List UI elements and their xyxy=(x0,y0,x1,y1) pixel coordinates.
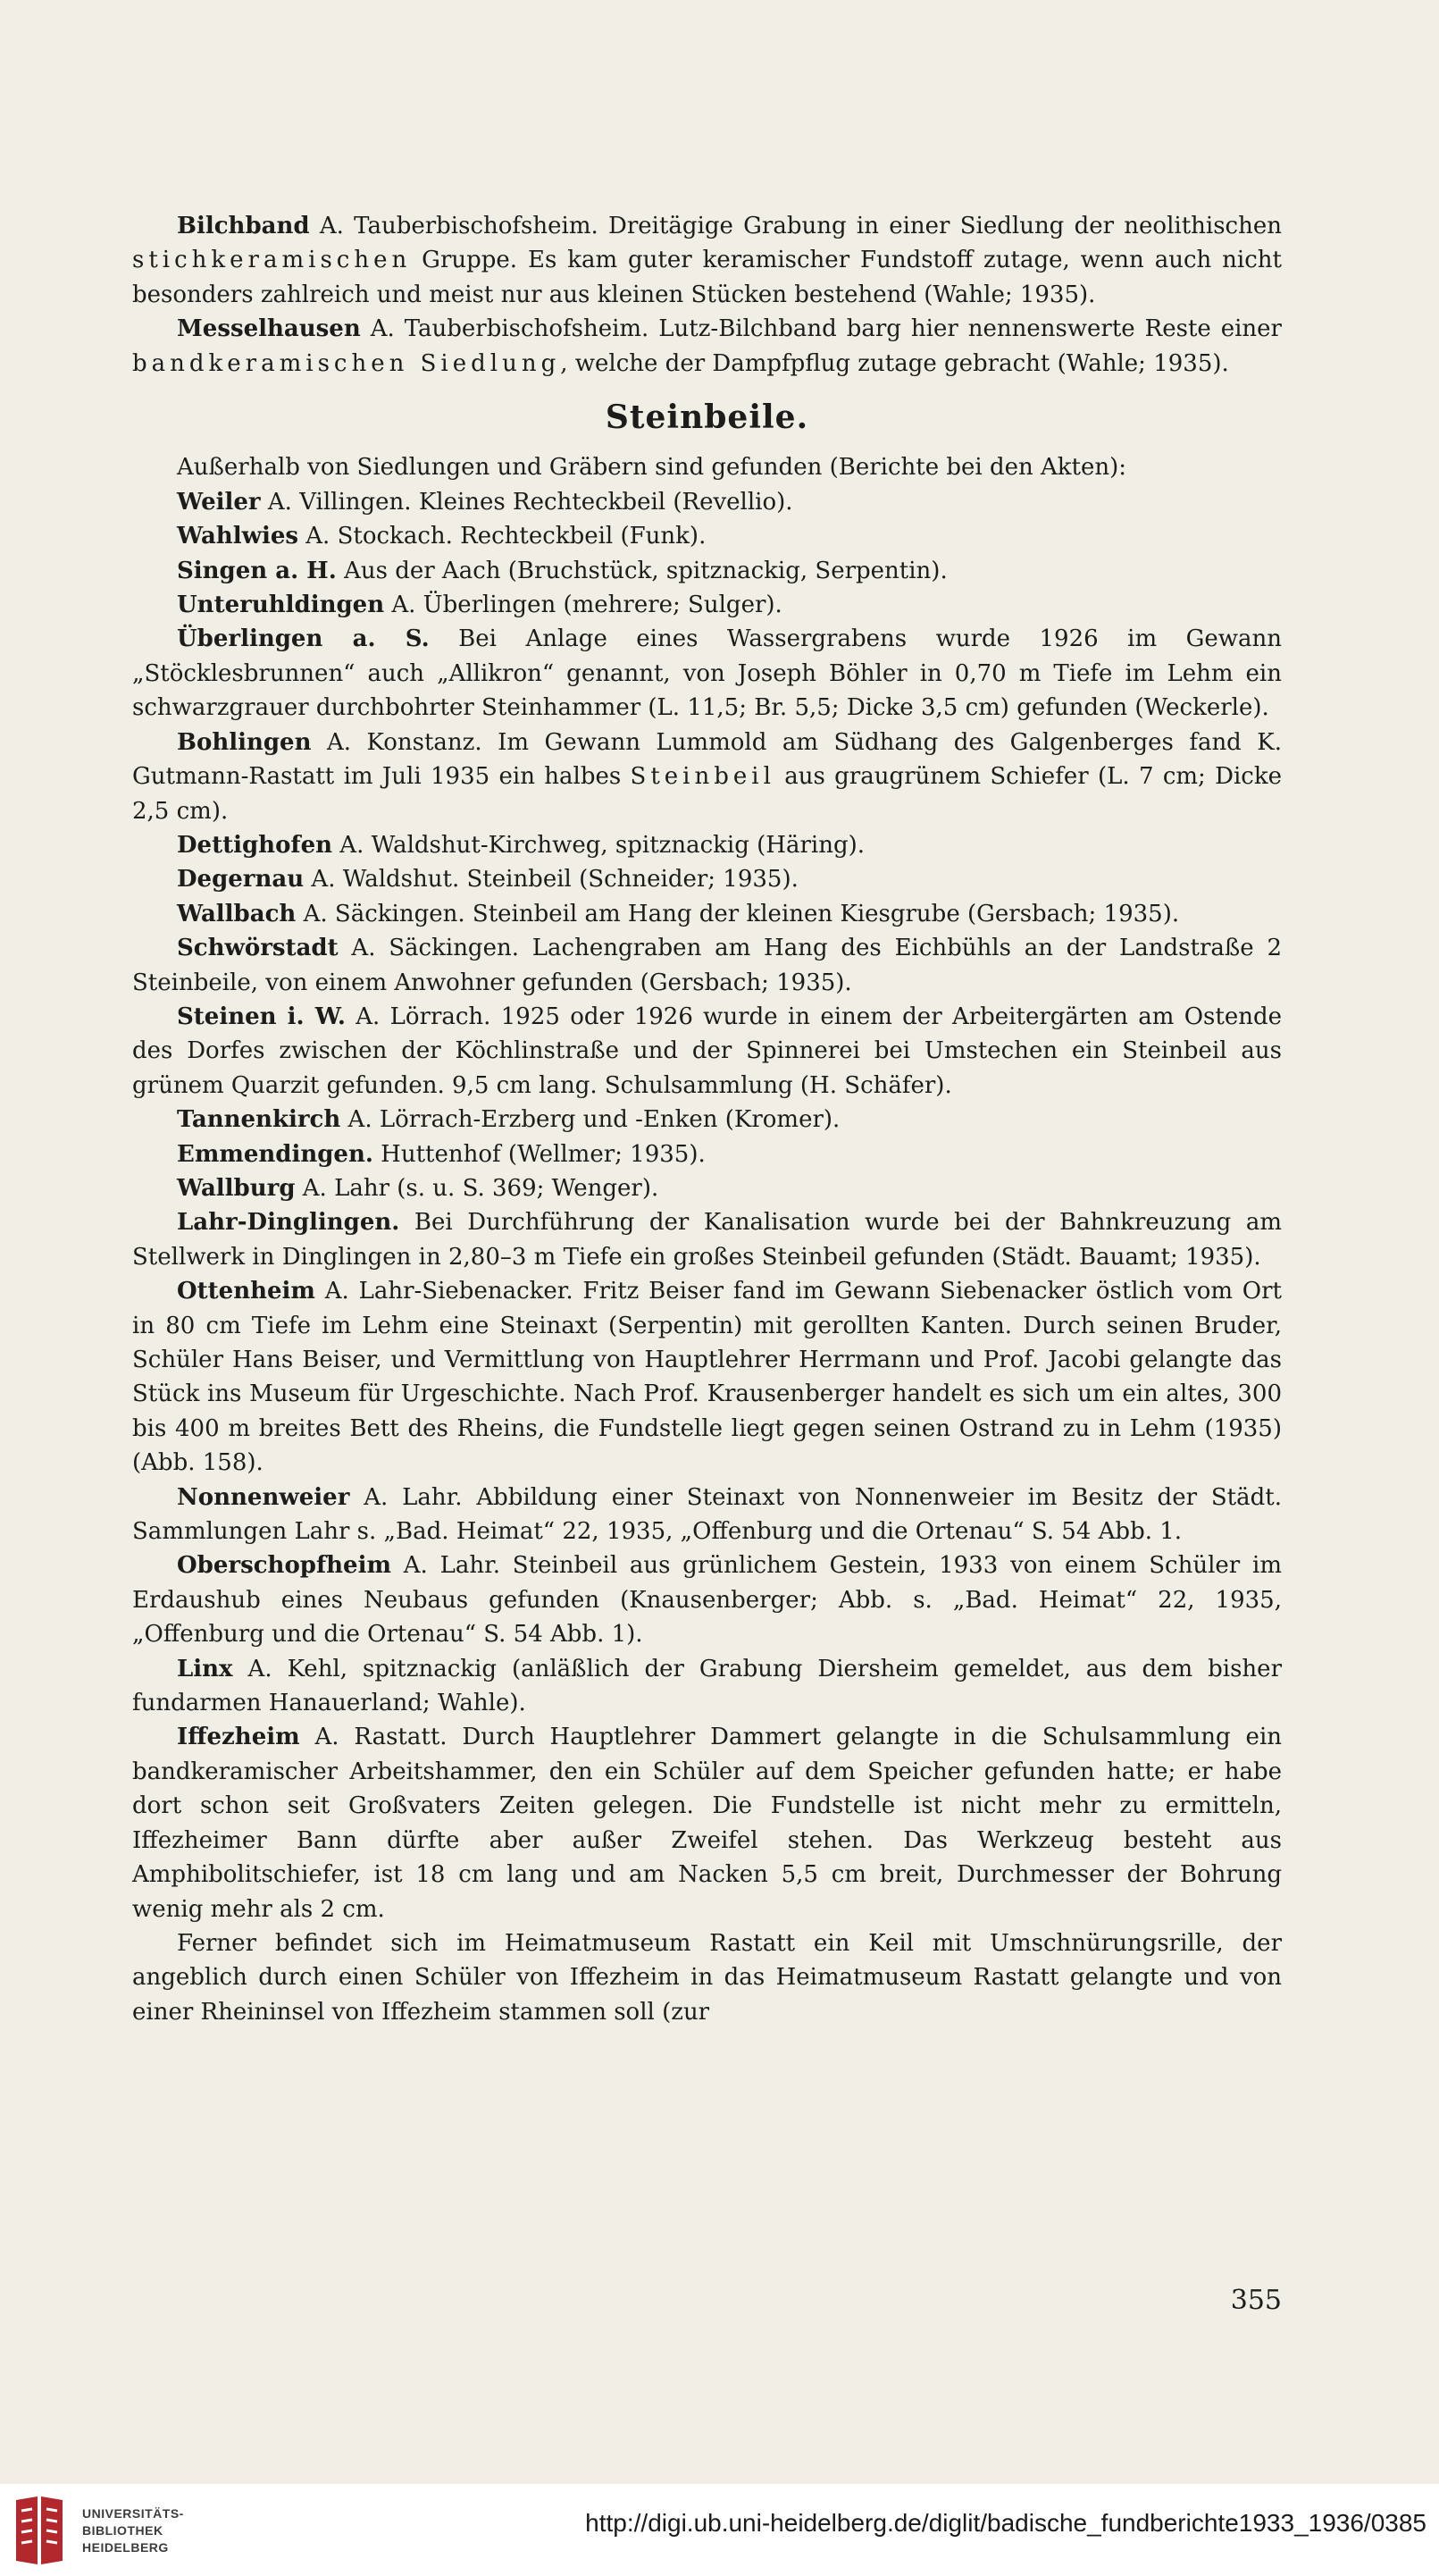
entry-text: A. Lörrach. 1925 oder 1926 wurde in einem der Arbeitergärten am Ostende des Dorfes zwischen der Köchlinstraße und der Spinnerei bei Umstechen ein Steinbeil aus grünem Quarzit gefunden. 9,5 cm lang. Schulsammlung (H. Schäfer). xyxy=(132,1003,1282,1099)
entry-text: A. Lahr-Siebenacker. Fritz Beiser fand im Gewann Siebenacker östlich vom Ort in 80 cm Tiefe im Lehm eine Steinaxt (Serpentin) mit gerollten Kanten. Durch seinen Bruder, Schüler Hans Beiser, und Vermittlung von Hauptlehrer Herrmann und Prof. Jacobi gelangte das Stück ins Museum für Urgeschichte. Nach Prof. Krausenberger handelt es sich um ein altes, 300 bis 400 m breites Bett des Rheins, die Fundstelle liegt gegen seinen Ostrand zu in Lehm (1935) (Abb. 158). xyxy=(132,1278,1282,1477)
entry-paragraph xyxy=(132,1171,1282,1205)
entry-text: A. Kehl, spitznackig (anläßlich der Grabung Diersheim gemeldet, aus dem bisher fundarmen Hanauerland; Wahle). xyxy=(132,1655,1282,1717)
entry-paragraph xyxy=(132,1926,1282,2029)
entry-text: Aus der Aach (Bruchstück, spitznackig, Serpentin). xyxy=(336,557,948,584)
entry-lemma: Dettighofen xyxy=(177,831,333,859)
entry-paragraph xyxy=(132,554,1282,588)
entry-lemma: Überlingen a. S. xyxy=(177,625,430,653)
logo-line: HEIDELBERG xyxy=(82,2540,169,2555)
entry-paragraph xyxy=(132,1205,1282,1274)
entry-paragraph xyxy=(132,828,1282,862)
entry-lemma: Wahlwies xyxy=(177,523,299,550)
entry-lemma: Oberschopfheim xyxy=(177,1552,391,1580)
entry-lemma: Messelhausen xyxy=(177,315,361,343)
entry-paragraph xyxy=(132,1720,1282,1926)
entry-paragraph xyxy=(132,862,1282,896)
entry-text: A. Überlingen (mehrere; Sulger). xyxy=(384,592,782,619)
entry-lemma: Tannenkirch xyxy=(177,1106,341,1134)
entry-paragraph xyxy=(132,1548,1282,1651)
entry-text: A. Lahr. Steinbeil aus grünlichem Gestein, 1933 von einem Schüler im Erdaushub eines Neubaus gefunden (Knausenberger; Abb. s. „Bad. Heimat“ 22, 1935, „Offenburg und die Ortenau“ S. 54 Abb. 1). xyxy=(132,1552,1282,1649)
entry-paragraph xyxy=(132,1481,1282,1549)
source-url-link[interactable]: http://digi.ub.uni-heidelberg.de/diglit/badische_fundberichte1933_1936/0385 xyxy=(585,2509,1426,2537)
entry-text: A. Tauberbischofsheim. Lutz-Bilchband barg hier nennenswerte Reste einer xyxy=(360,315,1282,343)
entry-text: A. Villingen. Kleines Rechteckbeil (Revellio). xyxy=(260,488,793,516)
entry-lemma: Bilchband xyxy=(177,213,310,239)
entry-lemma: Wallburg xyxy=(177,1174,296,1202)
entry-paragraph xyxy=(132,1137,1282,1171)
entry-text: A. Konstanz. Im Gewann Lummold am Südhang des Galgenberges fand K. Gutmann-Rastatt im Juli 1935 ein halbes xyxy=(132,728,1282,791)
entry-paragraph xyxy=(132,1103,1282,1137)
entry-text: A. Lahr (s. u. S. 369; Wenger). xyxy=(295,1174,659,1202)
entry-text: Huttenhof (Wellmer; 1935). xyxy=(372,1140,706,1168)
logo-line: UNIVERSITÄTS- xyxy=(82,2506,184,2521)
footer-bar xyxy=(0,2484,1439,2576)
entry-paragraph xyxy=(132,209,1282,312)
entry-text: A. Lahr. Abbildung einer Steinaxt von Nonnenweier im Besitz der Städt. Sammlungen Lahr s. „Bad. Heimat“ 22, 1935, „Offenburg und die Ortenau“ S. 54 Abb. 1. xyxy=(132,1483,1282,1546)
emphasized-text: Steinbeil xyxy=(630,763,775,791)
entry-text: , welche der Dampfpflug zutage gebracht (Wahle; 1935). xyxy=(560,349,1229,377)
entry-lemma: Steinen i. W. xyxy=(177,1003,346,1030)
entry-text: aus graugrünem Schiefer (L. 7 cm; Dicke 2,5 cm). xyxy=(132,763,1282,825)
entry-lemma: Singen a. H. xyxy=(177,557,337,584)
page-number: 355 xyxy=(1230,2285,1282,2316)
entry-text: Bei Durchführung der Kanalisation wurde bei der Bahnkreuzung am Stellwerk in Dinglingen in 2,80–3 m Tiefe ein großes Steinbeil gefunden (Städt. Bauamt; 1935). xyxy=(132,1209,1282,1271)
entry-text: A. Waldshut. Steinbeil (Schneider; 1935). xyxy=(304,866,799,894)
entry-paragraph xyxy=(132,485,1282,519)
entry-text: A. Tauberbischofsheim. Dreitägige Grabung in einer Siedlung der neolithischen xyxy=(309,213,1282,239)
entry-paragraph xyxy=(132,897,1282,931)
logo-text xyxy=(82,2505,184,2556)
body-text xyxy=(132,209,1282,2029)
entry-text: A. Stockach. Rechteckbeil (Funk). xyxy=(298,523,707,550)
entry-paragraph xyxy=(132,1000,1282,1103)
entry-text: A. Lörrach-Erzberg und -Enken (Kromer). xyxy=(340,1106,841,1134)
entry-lemma: Lahr-Dinglingen. xyxy=(177,1209,400,1237)
entry-paragraph xyxy=(132,931,1282,1000)
entry-lemma: Bohlingen xyxy=(177,728,312,756)
entry-lemma: Degernau xyxy=(177,866,305,894)
entry-lemma: Wallbach xyxy=(177,900,297,927)
entry-text: Gruppe. Es kam guter keramischer Fundstoff zutage, wenn auch nicht besonders zahlreich und meist nur aus kleinen Stücken bestehend (Wahle; 1935). xyxy=(132,247,1282,308)
entry-lemma: Weiler xyxy=(177,488,261,516)
entry-lemma: Nonnenweier xyxy=(177,1483,350,1511)
entry-lemma: Ottenheim xyxy=(177,1278,315,1305)
entry-text: Bei Anlage eines Wassergrabens wurde 1926 im Gewann „Stöcklesbrunnen“ auch „Allikron“ genannt, von Joseph Böhler in 0,70 m Tiefe im Lehm ein schwarzgrauer durchbohrter Steinhammer (L. 11,5; Br. 5,5; Dicke 3,5 cm) gefunden (Weckerle). xyxy=(132,625,1282,722)
entry-paragraph xyxy=(132,622,1282,725)
entry-paragraph xyxy=(132,726,1282,828)
entry-paragraph xyxy=(132,519,1282,553)
university-seal-icon xyxy=(11,2493,68,2568)
entry-text: A. Säckingen. Steinbeil am Hang der kleinen Kiesgrube (Gersbach; 1935). xyxy=(296,900,1180,927)
intro-paragraphs xyxy=(132,209,1282,381)
entry-text: A. Waldshut-Kirchweg, spitznackig (Häring). xyxy=(332,831,865,859)
entry-paragraph xyxy=(132,588,1282,622)
entry-lemma: Unteruhldingen xyxy=(177,592,385,619)
entry-lemma: Linx xyxy=(177,1655,233,1682)
entry-lemma: Schwörstadt xyxy=(177,935,339,962)
entry-lemma: Emmendingen. xyxy=(177,1140,373,1168)
entry-text: A. Rastatt. Durch Hauptlehrer Dammert gelangte in die Schulsammlung ein bandkeramischer Arbeitshammer, den ein Schüler auf dem Speicher gefunden hatte; er habe dort schon seit Großvaters Zeiten gelegen. Die Fundstelle ist nicht mehr zu ermitteln, Iffezheimer Bann dürfte aber außer Zweifel stehen. Das Werkzeug besteht aus Amphibolitschiefer, ist 18 cm lang und am Nacken 5,5 cm breit, Durchmesser der Bohrung wenig mehr als 2 cm. xyxy=(132,1724,1282,1923)
entry-list xyxy=(132,485,1282,2029)
intro-line: Außerhalb von Siedlungen und Gräbern sind gefunden (Berichte bei den Akten): xyxy=(177,454,1127,482)
entry-paragraph xyxy=(132,312,1282,381)
entry-lemma: Iffezheim xyxy=(177,1724,300,1751)
entry-paragraph xyxy=(132,1274,1282,1480)
logo-line: BIBLIOTHEK xyxy=(82,2523,163,2538)
emphasized-text: bandkeramischen Siedlung xyxy=(132,349,561,377)
entry-text: Ferner befindet sich im Heimatmuseum Rastatt ein Keil mit Umschnürungsrille, der angeblich durch einen Schüler von Iffezheim in das Heimatmuseum Rastatt gelangte und von einer Rheininsel von Iffezheim stammen soll (zur xyxy=(132,1929,1282,2026)
section-heading: Steinbeile. xyxy=(605,399,809,437)
entry-paragraph xyxy=(132,1652,1282,1721)
emphasized-text: stichkeramischen xyxy=(132,247,412,274)
entry-text: A. Säckingen. Lachengraben am Hang des Eichbühls an der Landstraße 2 Steinbeile, von einem Anwohner gefunden (Gersbach; 1935). xyxy=(132,935,1282,996)
library-logo[interactable] xyxy=(11,2493,243,2568)
